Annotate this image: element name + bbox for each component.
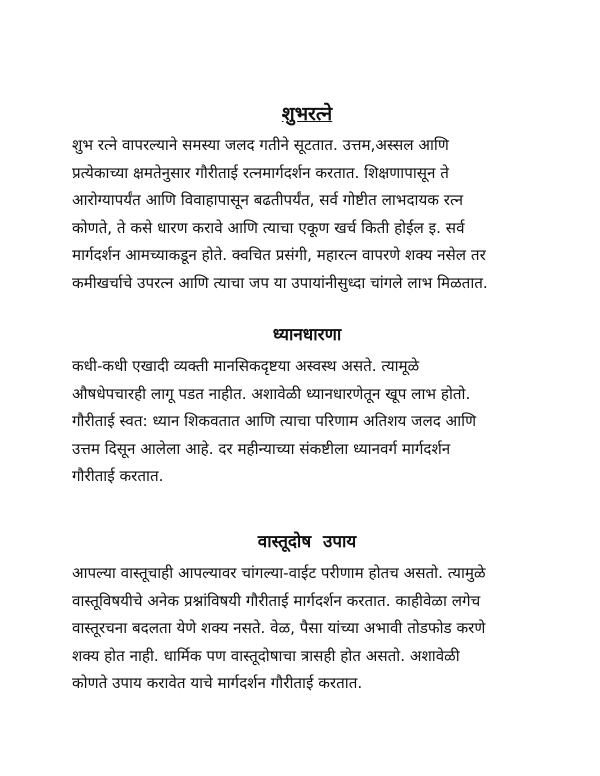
paragraph-line: शुभ रत्ने वापरल्याने समस्या जलद गतीने सूटतात. उत्तम,अस्सल आणि xyxy=(72,136,449,154)
paragraph-line: शक्य होत नाही. धार्मिक पण वास्तूदोषाचा त्रासही होत असतो. अशावेळी xyxy=(72,646,460,665)
section-dhyandharana xyxy=(72,323,542,491)
section-shubharatne xyxy=(72,102,542,297)
paragraph-line: आरोग्यापर्यंत आणि विवाहापासून बढतीपर्यंत, सर्व गोष्टीत लाभदायक रत्न xyxy=(72,191,464,209)
paragraph-line: कमीखर्चाचे उपरत्न आणि त्याचा जप या उपायांनीसुध्दा चांगले लाभ मिळतात. xyxy=(72,273,488,292)
paragraph-vastudosh-upay xyxy=(72,560,542,698)
paragraph-line: कोणते उपाय करावेत याचे मार्गदर्शन गौरीताई करतात. xyxy=(72,674,363,692)
paragraph-line: वास्तूरचना बदलता येणे शक्य नसते. वेळ, पैसा यांच्या अभावी तोडफोड करणे xyxy=(72,619,486,637)
paragraph-line: मार्गदर्शन आमच्याकडून होते. क्वचित प्रसंगी, महारत्न वापरणे शक्य नसेल तर xyxy=(72,246,486,264)
paragraph-line: गौरीताई स्वत: ध्यान शिकवतात आणि त्याचा परिणाम अतिशय जलद आणि xyxy=(72,412,477,430)
paragraph-line: उत्तम दिसून आलेला आहे. दर महीन्याच्या संकष्टीला ध्यानवर्ग मार्गदर्शन xyxy=(72,439,451,458)
paragraph-line: आपल्या वास्तूचाही आपल्यावर चांगल्या-वाईट परीणाम होतच असतो. त्यामुळे xyxy=(72,564,486,582)
section-heading-dhyandharana: ध्यानधारणा xyxy=(272,325,342,345)
paragraph-dhyandharana xyxy=(72,353,542,491)
paragraph-line: गौरीताई करतात. xyxy=(72,467,164,485)
paragraph-line: वास्तूविषयीचे अनेक प्रश्नांविषयी गौरीताई मार्गदर्शन करतात. काहीवेळा लगेच xyxy=(72,591,481,610)
section-vastudosh-upay xyxy=(72,530,542,698)
paragraph-line: औषधेपचारही लागू पडत नाहीत. अशावेळी ध्यानधारणेतून खूप लाभ होतो. xyxy=(72,384,471,403)
section-heading-shubharatne: शुभरत्ने xyxy=(281,103,333,125)
paragraph-line: प्रत्येकाच्या क्षमतेनुसार गौरीताई रत्नमार्गदर्शन करतात. शिक्षणापासून ते xyxy=(72,163,449,182)
paragraph-shubharatne xyxy=(72,132,542,297)
section-heading-vastudosh-upay: वास्तूदोष उपाय xyxy=(257,532,357,552)
paragraph-line: कधी-कधी एखादी व्यक्ती मानसिकदृष्टया अस्वस्थ असते. त्यामूळे xyxy=(72,357,420,375)
paragraph-line: कोणते, ते कसे धारण करावे आणि त्याचा एकूण खर्च किती होईल इ. सर्व xyxy=(72,218,465,237)
